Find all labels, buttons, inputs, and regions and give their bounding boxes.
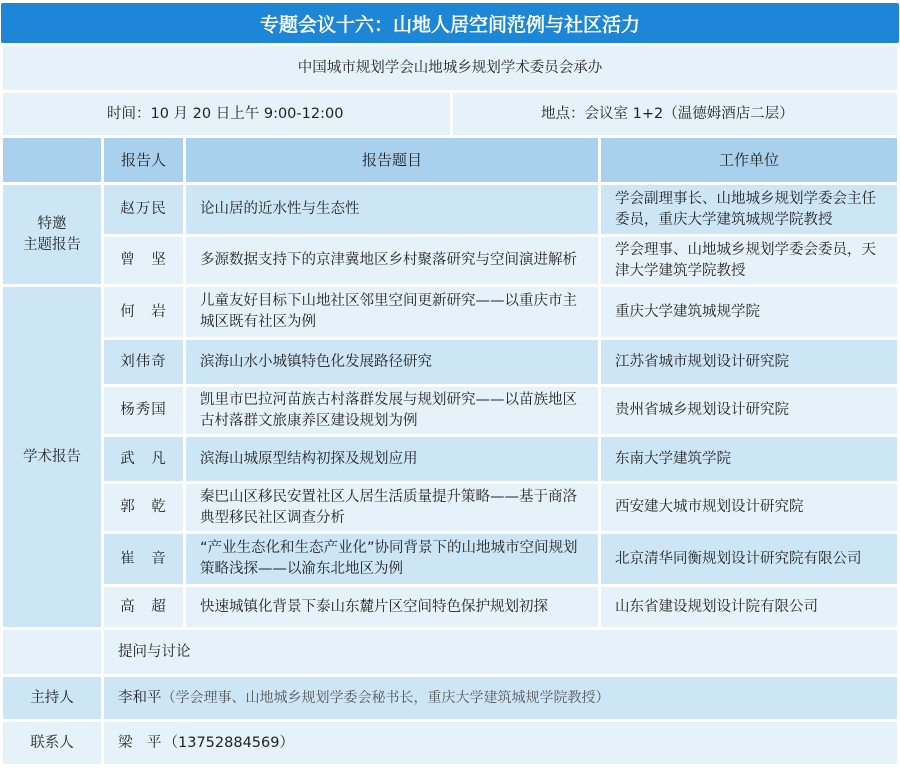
contact-info	[104, 722, 897, 764]
host-info	[104, 677, 897, 719]
session-time: 时间：10 月 20 日上午 9:00-12:00	[3, 93, 450, 135]
reporter-name: 杨秀国	[104, 387, 183, 434]
organizer: 中国城市规划学会山地城乡规划学术委员会承办	[3, 46, 897, 90]
report-topic: 滨海山城原型结构初探及规划应用	[186, 437, 598, 481]
session-title: 专题会议十六：山地人居空间范例与社区活力	[1, 3, 899, 43]
report-topic: 凯里市巴拉河苗族古村落群发展与规划研究——以苗族地区古村落群文旅康养区建设规划为例	[186, 387, 598, 434]
group-academic: 学术报告	[3, 287, 101, 627]
reporter-name: 高 超	[104, 587, 183, 627]
contact-name: 梁 平	[118, 734, 162, 751]
reporter-name: 刘伟奇	[104, 340, 183, 384]
contact-phone: （13752884569）	[163, 734, 294, 751]
reporter-affiliation: 学会副理事长、山地城乡规划学委会主任委员，重庆大学建筑城规学院教授	[601, 185, 897, 234]
group-keynote: 特邀 主题报告	[3, 185, 101, 284]
header-topic: 报告题目	[186, 138, 598, 182]
header-affiliation: 工作单位	[601, 138, 897, 182]
reporter-affiliation: 北京清华同衡规划设计研究院有限公司	[601, 534, 897, 584]
host-note: （学会理事、山地城乡规划学委会秘书长，重庆大学建筑城规学院教授）	[161, 689, 610, 706]
reporter-name: 武 凡	[104, 437, 183, 481]
header-blank	[3, 138, 101, 182]
reporter-affiliation: 重庆大学建筑城规学院	[601, 287, 897, 337]
report-topic: 秦巴山区移民安置社区人居生活质量提升策略——基于商洛典型移民社区调查分析	[186, 484, 598, 531]
reporter-name: 赵万民	[104, 185, 183, 234]
host-label: 主持人	[3, 677, 101, 719]
report-topic: 多源数据支持下的京津冀地区乡村聚落研究与空间演进解析	[186, 237, 598, 284]
reporter-affiliation: 江苏省城市规划设计研究院	[601, 340, 897, 384]
reporter-affiliation: 山东省建设规划设计院有限公司	[601, 587, 897, 627]
reporter-affiliation: 西安建大城市规划设计研究院	[601, 484, 897, 531]
header-reporter: 报告人	[104, 138, 183, 182]
reporter-name: 崔 音	[104, 534, 183, 584]
discussion-blank	[3, 630, 101, 674]
reporter-affiliation: 东南大学建筑学院	[601, 437, 897, 481]
reporter-name: 郭 乾	[104, 484, 183, 531]
reporter-affiliation: 学会理事、山地城乡规划学委会委员，天津大学建筑学院教授	[601, 237, 897, 284]
reporter-name: 曾 坚	[104, 237, 183, 284]
report-topic: 论山居的近水性与生态性	[186, 185, 598, 234]
contact-label: 联系人	[3, 722, 101, 764]
discussion: 提问与讨论	[104, 630, 897, 674]
reporter-name: 何 岩	[104, 287, 183, 337]
reporter-affiliation: 贵州省城乡规划设计研究院	[601, 387, 897, 434]
report-topic: 儿童友好目标下山地社区邻里空间更新研究——以重庆市主城区既有社区为例	[186, 287, 598, 337]
session-location: 地点：会议室 1+2（温德姆酒店二层）	[453, 93, 897, 135]
report-topic: 快速城镇化背景下泰山东麓片区空间特色保护规划初探	[186, 587, 598, 627]
host-name: 李和平	[118, 689, 162, 706]
report-topic: “产业生态化和生态产业化”协同背景下的山地城市空间规划策略浅探——以渝东北地区为例	[186, 534, 598, 584]
report-topic: 滨海山水小城镇特色化发展路径研究	[186, 340, 598, 384]
